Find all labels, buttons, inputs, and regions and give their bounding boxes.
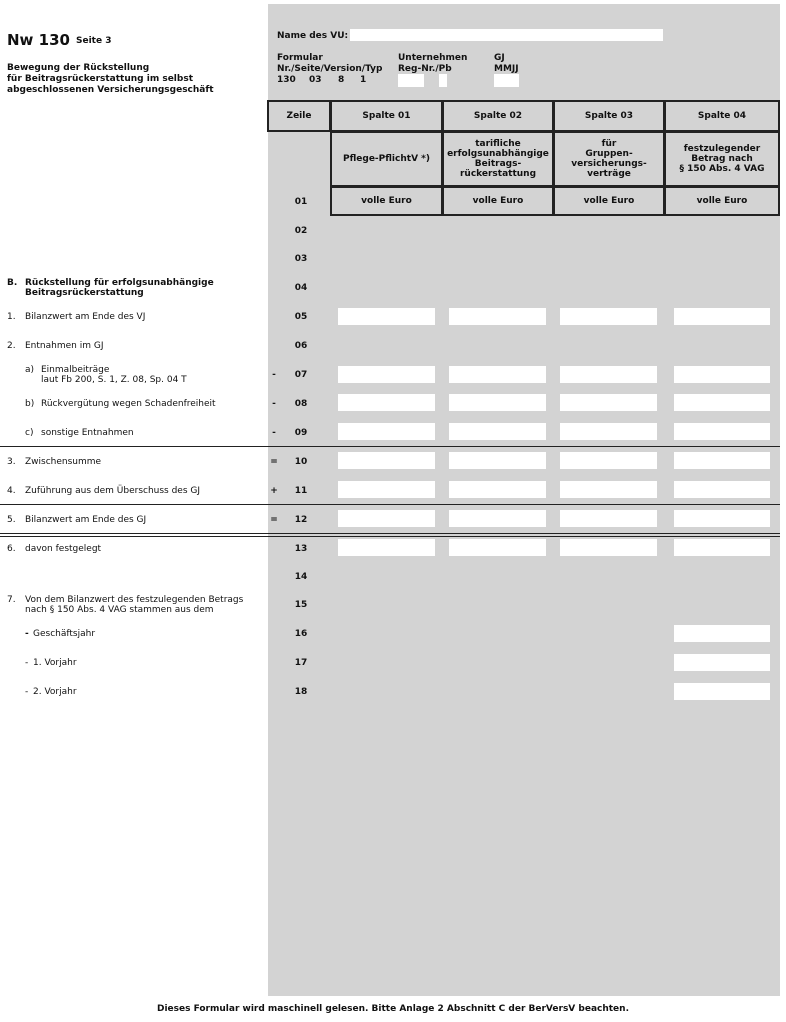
row-13-label: davon festgelegt <box>25 544 102 554</box>
input-row-08-spalte-04[interactable] <box>674 394 770 411</box>
row-number-18: 18 <box>294 687 308 697</box>
input-row-13-spalte-01[interactable] <box>338 539 435 556</box>
row-04-label-2: Beitragsrückerstattung <box>25 288 144 298</box>
spalte-01-header: Spalte 01 <box>330 100 443 132</box>
row-07-label-2: laut Fb 200, S. 1, Z. 08, Sp. 04 T <box>41 375 187 385</box>
row-15-label-1: Von dem Bilanzwert des festzulegenden Betrags <box>25 595 244 605</box>
operator-09: - <box>272 428 276 438</box>
input-row-05-spalte-03[interactable] <box>560 308 657 325</box>
formular-typ: 1 <box>360 75 367 85</box>
row-number-12: 12 <box>294 515 308 525</box>
input-row-05-spalte-01[interactable] <box>338 308 435 325</box>
pb-input[interactable] <box>439 74 447 87</box>
formular-label: Formular <box>277 53 323 63</box>
row-15-label-2: nach § 150 Abs. 4 VAG stammen aus dem <box>25 605 214 615</box>
row-16-marker: - <box>25 629 29 639</box>
row-12-label: Bilanzwert am Ende des GJ <box>25 515 147 525</box>
gj-input[interactable] <box>494 74 519 87</box>
gj-label: GJ <box>494 53 505 63</box>
input-row-13-spalte-02[interactable] <box>449 539 546 556</box>
row-11-marker: 4. <box>7 486 16 496</box>
row-10-marker: 3. <box>7 457 16 467</box>
row-number-09: 09 <box>294 428 308 438</box>
input-row-16-spalte-04[interactable] <box>674 625 770 642</box>
zeile-header: Zeile <box>267 100 331 132</box>
row-09-label: sonstige Entnahmen <box>41 428 134 438</box>
input-row-10-spalte-03[interactable] <box>560 452 657 469</box>
input-row-12-spalte-04[interactable] <box>674 510 770 527</box>
input-row-11-spalte-03[interactable] <box>560 481 657 498</box>
row-06-marker: 2. <box>7 341 16 351</box>
row-08-marker: b) <box>25 399 35 409</box>
row-17-marker: - <box>25 658 29 668</box>
row-12-marker: 5. <box>7 515 16 525</box>
row-number-10: 10 <box>294 457 308 467</box>
unternehmen-sublabel: Reg-Nr./Pb <box>398 64 452 74</box>
input-row-09-spalte-04[interactable] <box>674 423 770 440</box>
row-15-marker: 7. <box>7 595 16 605</box>
spalte-04-header: Spalte 04 <box>664 100 780 132</box>
row-number-06: 06 <box>294 341 308 351</box>
input-row-11-spalte-02[interactable] <box>449 481 546 498</box>
row-18-label: 2. Vorjahr <box>33 687 77 697</box>
input-row-17-spalte-04[interactable] <box>674 654 770 671</box>
row-07-marker: a) <box>25 365 35 375</box>
row-number-08: 08 <box>294 399 308 409</box>
input-row-07-spalte-02[interactable] <box>449 366 546 383</box>
input-row-10-spalte-02[interactable] <box>449 452 546 469</box>
operator-07: - <box>272 370 276 380</box>
row-number-04: 04 <box>294 283 308 293</box>
input-row-11-spalte-04[interactable] <box>674 481 770 498</box>
page-number: Seite 3 <box>76 36 112 46</box>
operator-10: = <box>270 457 278 467</box>
row-number-03: 03 <box>294 254 308 264</box>
row-number-15: 15 <box>294 600 308 610</box>
row-number-17: 17 <box>294 658 308 668</box>
input-row-12-spalte-01[interactable] <box>338 510 435 527</box>
form-title-line-2: für Beitragsrückerstattung im selbst <box>7 74 193 84</box>
row-07-label-1: Einmalbeiträge <box>41 365 110 375</box>
spalte-02-header: Spalte 02 <box>442 100 554 132</box>
spalte-01-unit: volle Euro <box>330 186 443 216</box>
operator-08: - <box>272 399 276 409</box>
formular-version: 8 <box>338 75 345 85</box>
row-number-16: 16 <box>294 629 308 639</box>
row-18-marker: - <box>25 687 29 697</box>
input-row-07-spalte-03[interactable] <box>560 366 657 383</box>
input-row-08-spalte-02[interactable] <box>449 394 546 411</box>
operator-12: = <box>270 515 278 525</box>
spalte-03-unit: volle Euro <box>553 186 665 216</box>
row-05-marker: 1. <box>7 312 16 322</box>
name-des-vu-label: Name des VU: <box>277 31 349 41</box>
row-04-label-1: Rückstellung für erfolgsunabhängige <box>25 278 214 288</box>
input-row-18-spalte-04[interactable] <box>674 683 770 700</box>
gj-format-label: MMJJ <box>494 64 519 74</box>
input-row-09-spalte-03[interactable] <box>560 423 657 440</box>
row-13-marker: 6. <box>7 544 16 554</box>
form-title-line-1: Bewegung der Rückstellung <box>7 63 150 73</box>
row-number-01: 01 <box>294 197 308 207</box>
form-title-line-3: abgeschlossenen Versicherungsgeschäft <box>7 85 214 95</box>
row-number-02: 02 <box>294 226 308 236</box>
row-11-label: Zuführung aus dem Überschuss des GJ <box>25 486 201 496</box>
input-row-10-spalte-01[interactable] <box>338 452 435 469</box>
input-row-10-spalte-04[interactable] <box>674 452 770 469</box>
input-row-12-spalte-02[interactable] <box>449 510 546 527</box>
formular-seite: 03 <box>309 75 322 85</box>
row-16-label: Geschäftsjahr <box>33 629 96 639</box>
form-code: Nw 130 <box>7 31 70 49</box>
row-17-label: 1. Vorjahr <box>33 658 77 668</box>
formular-nr: 130 <box>277 75 296 85</box>
row-09-marker: c) <box>25 428 34 438</box>
row-08-label: Rückvergütung wegen Schadenfreiheit <box>41 399 216 409</box>
row-05-label: Bilanzwert am Ende des VJ <box>25 312 146 322</box>
input-row-12-spalte-03[interactable] <box>560 510 657 527</box>
spalte-02-unit: volle Euro <box>442 186 554 216</box>
input-row-08-spalte-03[interactable] <box>560 394 657 411</box>
row-number-05: 05 <box>294 312 308 322</box>
spalte-04-description: festzulegender Betrag nach § 150 Abs. 4 VAG <box>664 131 780 187</box>
formular-sublabel: Nr./Seite/Version/Typ <box>277 64 383 74</box>
row-number-07: 07 <box>294 370 308 380</box>
input-row-05-spalte-02[interactable] <box>449 308 546 325</box>
spalte-03-header: Spalte 03 <box>553 100 665 132</box>
spalte-04-unit: volle Euro <box>664 186 780 216</box>
input-row-13-spalte-03[interactable] <box>560 539 657 556</box>
operator-11: + <box>270 486 278 496</box>
input-row-05-spalte-04[interactable] <box>674 308 770 325</box>
row-06-label: Entnahmen im GJ <box>25 341 104 351</box>
input-row-11-spalte-01[interactable] <box>338 481 435 498</box>
name-des-vu-input[interactable] <box>350 29 663 41</box>
separator-line <box>0 533 780 534</box>
row-number-13: 13 <box>294 544 308 554</box>
footer-note: Dieses Formular wird maschinell gelesen. Bitte Anlage 2 Abschnitt C der BerVersV beachten. <box>156 1004 629 1014</box>
separator-line <box>0 536 780 537</box>
input-row-13-spalte-04[interactable] <box>674 539 770 556</box>
unternehmen-label: Unternehmen <box>398 53 468 63</box>
separator-line <box>0 504 780 505</box>
spalte-03-description: für Gruppen- versicherungs- verträge <box>553 131 665 187</box>
input-row-08-spalte-01[interactable] <box>338 394 435 411</box>
input-row-07-spalte-04[interactable] <box>674 366 770 383</box>
input-row-09-spalte-01[interactable] <box>338 423 435 440</box>
row-number-11: 11 <box>294 486 308 496</box>
row-number-14: 14 <box>294 572 308 582</box>
separator-line <box>0 446 780 447</box>
input-row-07-spalte-01[interactable] <box>338 366 435 383</box>
spalte-02-description: tarifliche erfolgsunabhängige Beitrags- rückerstattung <box>442 131 554 187</box>
input-row-09-spalte-02[interactable] <box>449 423 546 440</box>
row-10-label: Zwischensumme <box>25 457 102 467</box>
spalte-01-description: Pflege-PflichtV *) <box>330 131 443 187</box>
reg-nr-input[interactable] <box>398 74 424 87</box>
row-04-marker: B. <box>7 278 18 288</box>
